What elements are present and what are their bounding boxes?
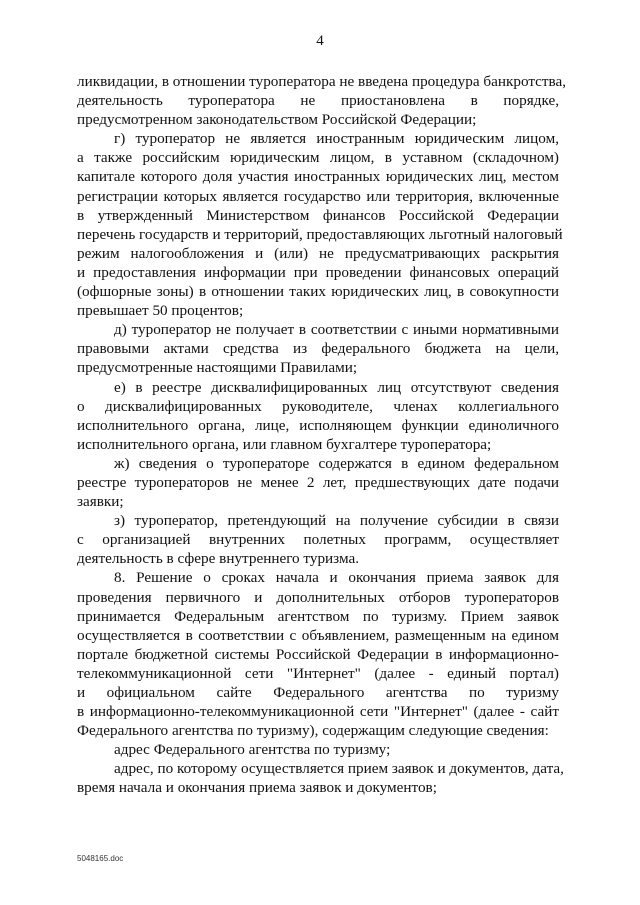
text-line: принимается Федеральным агентством по туризму. Прием заявок [77, 607, 559, 625]
text-line: ликвидации, в отношении туроператора не введена процедура банкротства, [77, 73, 567, 90]
text-line: деятельность туроператора не приостановлена в порядке, [77, 92, 559, 110]
text-line: превышает 50 процентов; [77, 302, 244, 320]
document-body [77, 72, 567, 798]
text-line: портале бюджетной системы Российской Федерации в информационно- [77, 645, 559, 663]
text-line: г) туроператор не является иностранным юридическим лицом, [114, 130, 559, 148]
text-line: з) туроператор, претендующий на получение субсидии в связи [114, 512, 559, 530]
text-line: капитале которого доля участия иностранных юридических лиц, местом [77, 168, 559, 186]
text-line: регистрации которых является государство или территория, включенные [77, 187, 559, 205]
text-line: режим налогообложения и (или) не предусматривающих раскрытия [77, 244, 559, 262]
text-line: е) в реестре дисквалифицированных лиц отсутствуют сведения [114, 378, 559, 396]
text-line: осуществляется в соответствии с объявлением, размещенным на едином [77, 626, 559, 644]
text-line: Федерального агентства по туризму), содержащим следующие сведения: [77, 722, 549, 740]
text-line: перечень государств и территорий, предоставляющих льготный налоговый [77, 225, 563, 243]
text-line: деятельность в сфере внутреннего туризма. [77, 550, 360, 568]
text-line: исполнительного органа, лице, исполняющем функции единоличного [77, 416, 559, 434]
text-line: адрес Федерального агентства по туризму; [114, 741, 391, 759]
text-line: заявки; [77, 493, 124, 511]
text-line: с организацией внутренних полетных программ, осуществляет [77, 531, 559, 549]
page-number: 4 [316, 33, 324, 49]
text-line: исполнительного органа, или главном бухгалтере туроператора; [77, 435, 492, 453]
text-line: и официальном сайте Федерального агентства по туризму [77, 684, 559, 701]
text-line: предусмотренном законодательством Российской Федерации; [77, 111, 477, 129]
text-line: о дисквалифицированных руководителе, членах коллегиального [77, 397, 559, 415]
text-line: время начала и окончания приема заявок и документов; [77, 779, 437, 797]
text-line: ж) сведения о туроператоре содержатся в едином федеральном [114, 454, 559, 472]
text-line: и предоставления информации при проведении финансовых операций [77, 263, 559, 281]
text-line: предусмотренные настоящими Правилами; [77, 359, 358, 377]
text-line: адрес, по которому осуществляется прием заявок и документов, дата, [114, 760, 564, 778]
text-line: проведения первичного и дополнительных отборов туроператоров [77, 588, 559, 606]
text-line: 8. Решение о сроках начала и окончания приема заявок для [114, 569, 559, 587]
text-line: реестре туроператоров не менее 2 лет, предшествующих дате подачи [77, 473, 559, 491]
text-line: (офшорные зоны) в отношении таких юридических лиц, в совокупности [77, 283, 559, 301]
text-line: в информационно-телекоммуникационной сети "Интернет" (далее - сайт [77, 703, 559, 721]
text-line: а также российским юридическим лицом, в уставном (складочном) [77, 149, 559, 167]
text-line: телекоммуникационной сети "Интернет" (далее - единый портал) [77, 664, 559, 682]
file-name-footer: 5048165.doc [77, 854, 124, 863]
text-line: в утвержденный Министерством финансов Российской Федерации [77, 206, 559, 224]
text-line: правовыми актами средства из федерального бюджета на цели, [77, 340, 559, 358]
text-line: д) туроператор не получает в соответствии с иными нормативными [114, 321, 559, 339]
